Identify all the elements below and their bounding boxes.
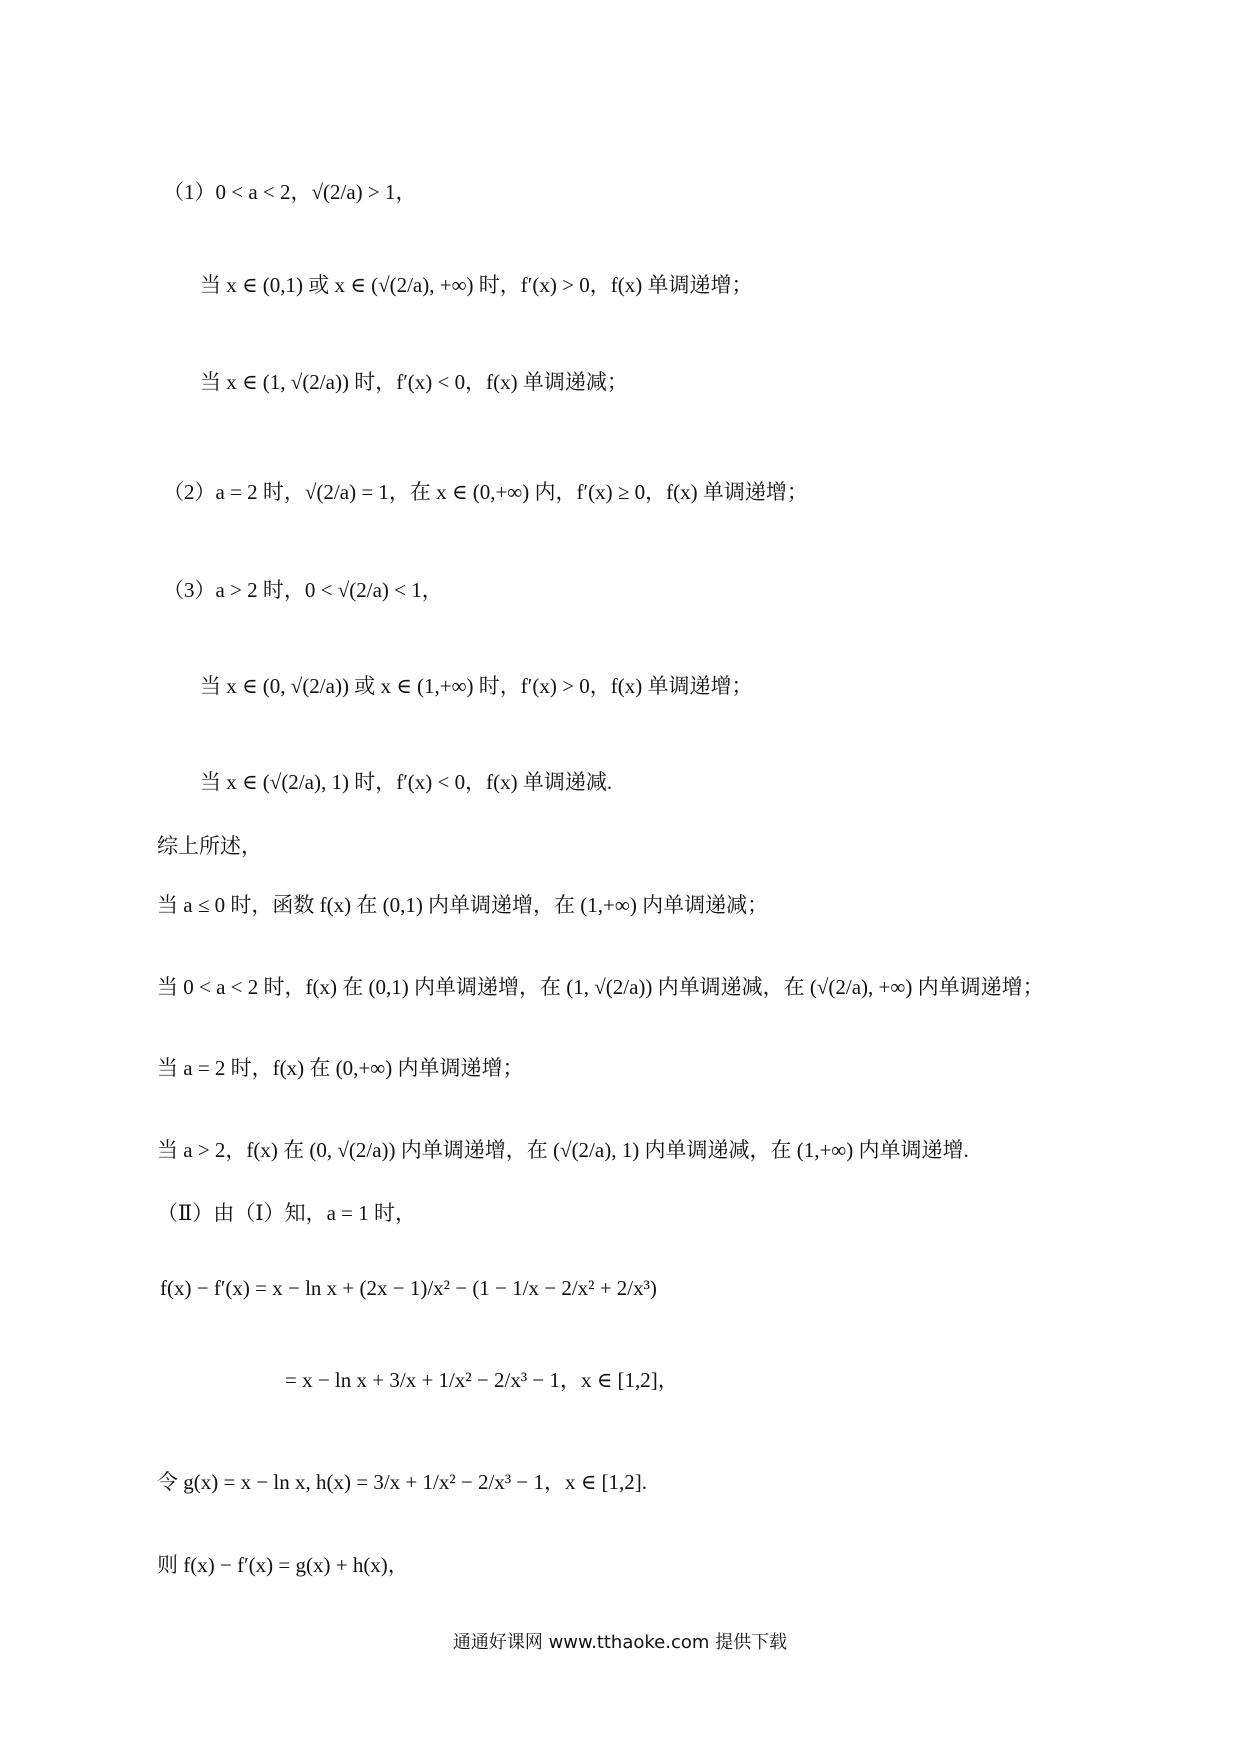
definition-g-h: 令 g(x) = x − ln x, h(x) = 3/x + 1/x² − 2/x³ − 1，x ∈ [1,2]. bbox=[157, 1470, 647, 1494]
part-2-intro: （Ⅱ）由（Ⅰ）知，a = 1 时， bbox=[157, 1201, 416, 1225]
case-1-condition: （1）0 < a < 2，√(2/a) > 1， bbox=[163, 180, 417, 204]
page-footer: 通通好课网 www.tthaoke.com 提供下载 bbox=[452, 1632, 788, 1653]
case-2-condition: （2）a = 2 时，√(2/a) = 1，在 x ∈ (0,+∞) 内，f′(x) ≥ 0，f(x) 单调递增； bbox=[163, 480, 808, 504]
case-1-decreasing: 当 x ∈ (1, √(2/a)) 时，f′(x) < 0，f(x) 单调递减； bbox=[200, 370, 628, 394]
equation-sum: 则 f(x) − f′(x) = g(x) + h(x)， bbox=[157, 1553, 409, 1577]
summary-a-le-0: 当 a ≤ 0 时，函数 f(x) 在 (0,1) 内单调递增，在 (1,+∞) 内单调递减； bbox=[157, 893, 769, 917]
summary-a-eq-2: 当 a = 2 时，f(x) 在 (0,+∞) 内单调递增； bbox=[157, 1056, 524, 1080]
summary-a-gt-2: 当 a > 2，f(x) 在 (0, √(2/a)) 内单调递增，在 (√(2/a), 1) 内单调递减，在 (1,+∞) 内单调递增. bbox=[157, 1138, 969, 1162]
equation-simplified: = x − ln x + 3/x + 1/x² − 2/x³ − 1，x ∈ [1,2]， bbox=[285, 1368, 679, 1392]
case-3-condition: （3）a > 2 时，0 < √(2/a) < 1， bbox=[163, 578, 443, 602]
case-3-decreasing: 当 x ∈ (√(2/a), 1) 时，f′(x) < 0，f(x) 单调递减. bbox=[200, 770, 613, 794]
equation-f-minus-fprime: f(x) − f′(x) = x − ln x + (2x − 1)/x² − (1 − 1/x − 2/x² + 2/x³) bbox=[160, 1276, 657, 1300]
summary-heading: 综上所述， bbox=[157, 834, 262, 858]
case-1-increasing: 当 x ∈ (0,1) 或 x ∈ (√(2/a), +∞) 时，f′(x) > 0，f(x) 单调递增； bbox=[200, 273, 753, 297]
case-3-increasing: 当 x ∈ (0, √(2/a)) 或 x ∈ (1,+∞) 时，f′(x) > 0，f(x) 单调递增； bbox=[200, 674, 753, 698]
summary-0-lt-a-lt-2: 当 0 < a < 2 时，f(x) 在 (0,1) 内单调递增，在 (1, √(2/a)) 内单调递减，在 (√(2/a), +∞) 内单调递增； bbox=[157, 975, 1044, 999]
